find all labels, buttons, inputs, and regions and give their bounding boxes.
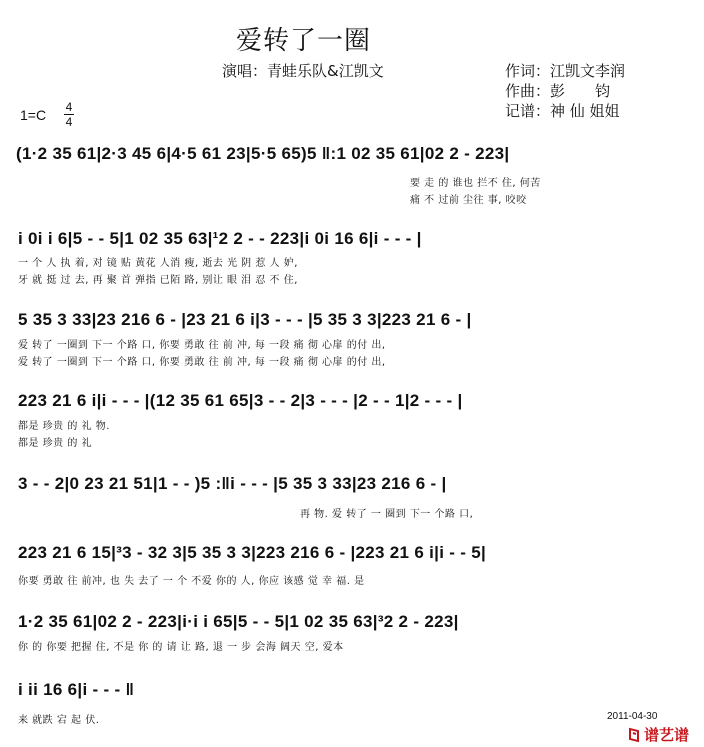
performer-credit: 演唱：青蛙乐队&江凯文 [222, 62, 384, 80]
lyricist-credit: 作词：江凯文李润 [505, 62, 626, 80]
lyric-line-2a: 一 个 人 执 着, 对 镜 贴 黄花 人消 瘦, 逝去 光 阴 惹 人 妒, [18, 258, 298, 269]
lyric-line-7a: 你 的 你要 把握 住, 不是 你 的 请 让 路, 退 一 步 会海 阔天 空, 爱本 [18, 642, 344, 653]
score-line-4: 223 21 6 i|i - - - |(12 35 61 65|3 - - 2|3 - - - |2 - - 1|2 - - - | [18, 391, 463, 410]
lyric-line-8a: 来 就跌 宕 起 伏. [18, 715, 100, 726]
lyric-line-1b: 痛 不 过前 尘往 事, 咬咬 [410, 195, 527, 206]
site-logo-text: 谱艺谱 [644, 727, 690, 744]
lyric-line-6a: 你要 勇敢 往 前冲, 也 失 去了 一 个 不爱 你的 人, 你应 该感 觉 幸 福. 是 [18, 576, 365, 587]
time-signature [64, 101, 74, 128]
lyric-line-3b: 爱 转了 一圈到 下一 个路 口, 你要 勇敢 往 前 冲, 每 一段 痛 彻 心扉 的付 出, [18, 357, 386, 368]
score-line-6: 223 21 6 15|³3 - 32 3|5 35 3 3|223 216 6 - |223 21 6 i|i - - 5| [18, 543, 487, 562]
lyric-line-5a: 再 物. 爱 转了 一 圈到 下一 个路 口, [300, 509, 474, 520]
score-line-3: 5 35 3 33|23 216 6 - |23 21 6 i|3 - - - |5 35 3 3|223 21 6 - | [18, 310, 472, 329]
score-line-5: 3 - - 2|0 23 21 51|1 - - )5 :‖i - - - |5 35 3 33|23 216 6 - | [18, 474, 447, 493]
score-line-8: i ii 16 6|i - - - ‖ [18, 680, 135, 699]
score-line-2: i 0i i 6|5 - - 5|1 02 35 63|¹2 2 - - 223|i 0i 16 6|i - - - | [18, 229, 422, 248]
score-line-7: 1·2 35 61|02 2 - 223|i·i i 65|5 - - 5|1 02 35 63|³2 2 - 223| [18, 612, 459, 631]
key-signature: 1=C [20, 107, 47, 123]
music-logo-icon [628, 727, 642, 743]
composer-credit: 作曲：彭 钧 [505, 82, 611, 100]
song-title: 爱转了一圈 [236, 26, 372, 56]
time-signature-bottom: 4 [65, 115, 73, 129]
transcriber-credit: 记谱：神 仙 姐姐 [505, 102, 620, 120]
lyric-line-4b: 都是 珍贵 的 礼 [18, 438, 93, 449]
lyric-line-1a: 要 走 的 谁也 拦不 住, 何苦 [410, 178, 541, 189]
site-logo[interactable] [628, 724, 689, 745]
transcription-date: 2011-04-30 [607, 711, 658, 722]
time-signature-top: 4 [65, 100, 73, 114]
lyric-line-2b: 牙 就 挺 过 去, 再 聚 首 弹指 已陌 路, 别让 眼 泪 忍 不 住, [18, 275, 298, 286]
score-line-1: (1·2 35 61|2·3 45 6|4·5 61 23|5·5 65)5 ‖:1 02 35 61|02 2 - 223| [16, 144, 510, 163]
lyric-line-3a: 爱 转了 一圈到 下一 个路 口, 你要 勇敢 往 前 冲, 每 一段 痛 彻 心扉 的付 出, [18, 340, 386, 351]
lyric-line-4a: 都是 珍贵 的 礼 物. [18, 421, 110, 432]
